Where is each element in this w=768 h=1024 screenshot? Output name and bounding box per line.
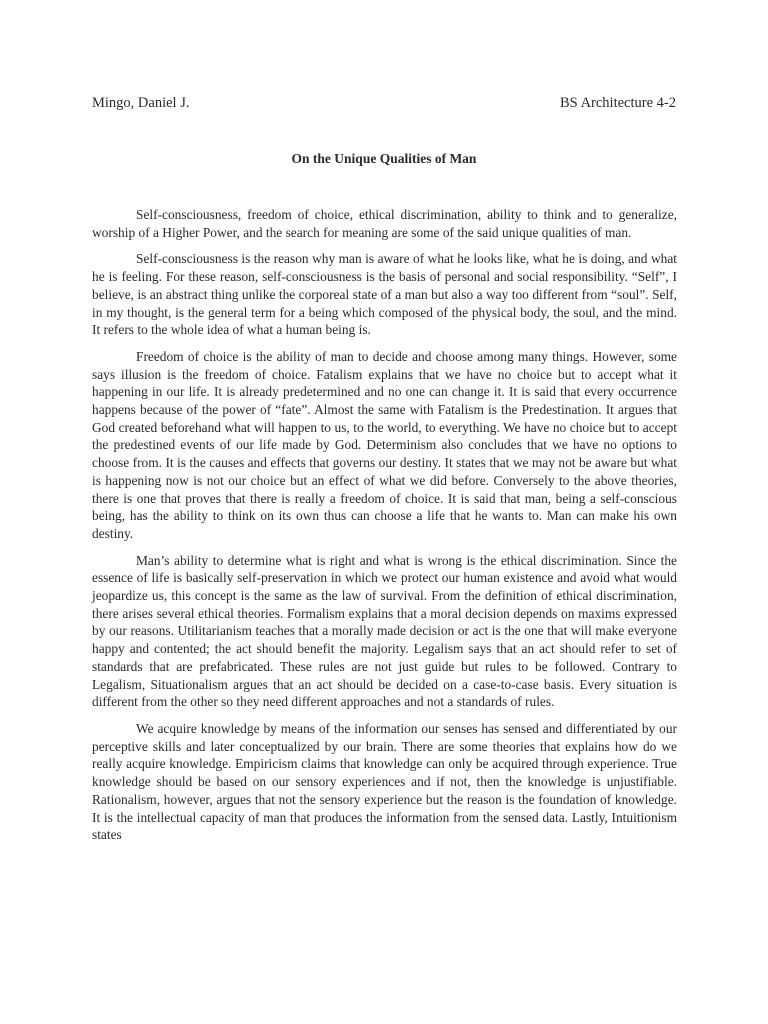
document-title: On the Unique Qualities of Man bbox=[291, 151, 477, 166]
course-section: BS Architecture 4-2 bbox=[560, 95, 676, 111]
paragraph-intro: Self-consciousness, freedom of choice, ethical discrimination, ability to think and to generalize, worship of a Higher Power, and the search for meaning are some of the said unique qualities of man. bbox=[92, 207, 677, 240]
document-body bbox=[92, 206, 677, 853]
paragraph-knowledge: We acquire knowledge by means of the information our senses has sensed and differentiated by our perceptive skills and later conceptualized by our brain. There are some theories that explains how do we really acquire knowledge. Empiricism claims that knowledge can only be acquired through experience. True knowledge should be based on our sensory experiences and if not, then the knowledge is unjustifiable. Rationalism, however, argues that not the sensory experience but the reason is the foundation of knowledge. It is the intellectual capacity of man that produces the information from the sensed data. Lastly, Intuitionism states bbox=[92, 720, 677, 843]
document-header bbox=[92, 94, 676, 112]
paragraph-freedom-of-choice: Freedom of choice is the ability of man to decide and choose among many things. However, some says illusion is the freedom of choice. Fatalism explains that we have no choice but to accept what it happening in our life. It is already predetermined and no one can change it. It is said that every occurrence happens because of the power of “fate”. Almost the same with Fatalism is the Predestination. It argues that God created beforehand what will happen to us, to the world, to everything. We have no choice but to accept the predestined events of our life made by God. Determinism also concludes that we have no options to choose from. It is the causes and effects that governs our destiny. It states that we may not be aware but what is happening now is not our choice but an effect of what we did before. Conversely to the above theories, there is one that proves that there is really a freedom of choice. It is said that man, being a self-conscious being, has the ability to think on its own thus can choose a life that he wants to. Man can make his own destiny. bbox=[92, 348, 677, 541]
paragraph-ethical-discrimination: Man’s ability to determine what is right and what is wrong is the ethical discrimination. Since the essence of life is basically self-preservation in which we protect our human existence and avoid what would jeopardize us, this concept is the same as the law of survival. From the definition of ethical discrimination, there arises several ethical theories. Formalism explains that a moral decision depends on maxims expressed by our reasons. Utilitarianism teaches that a morally made decision or act is the one that will make everyone happy and contented; the act should benefit the majority. Legalism says that an act should refer to set of standards that are prefabricated. These rules are not just guide but rules to be followed. Contrary to Legalism, Situationalism argues that an act should be decided on a case-to-case basis. Every situation is different from the other so they need different approaches and not a standards of rules. bbox=[92, 552, 677, 710]
paragraph-self-consciousness: Self-consciousness is the reason why man is aware of what he looks like, what he is doing, and what he is feeling. For these reason, self-consciousness is the basis of personal and social responsibility. “Self”, I believe, is an abstract thing unlike the corporeal state of a man but also a way too different from “soul”. Self, in my thought, is the general term for a being which composed of the physical body, the soul, and the mind. It refers to the whole idea of what a human being is. bbox=[92, 251, 677, 338]
author-name: Mingo, Daniel J. bbox=[92, 95, 190, 111]
